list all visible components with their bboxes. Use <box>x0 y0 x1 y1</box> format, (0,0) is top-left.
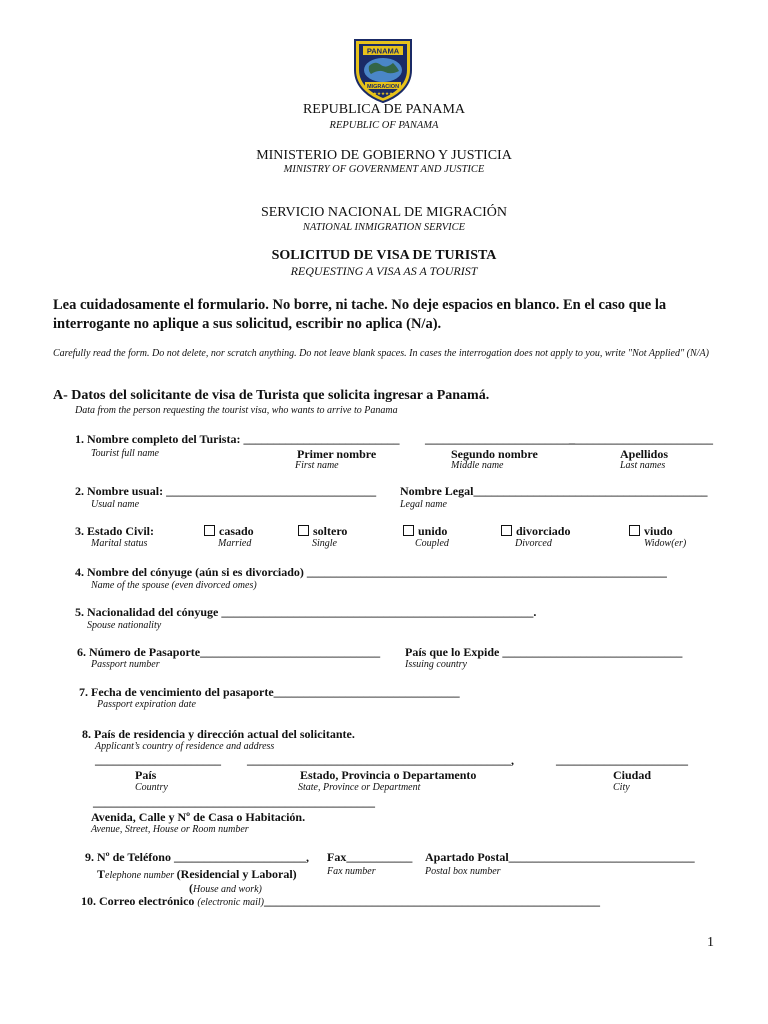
ministry-title: MINISTERIO DE GOBIERNO Y JUSTICIA <box>256 148 512 163</box>
country-label: País <box>135 768 157 782</box>
middle-name-en: Middle name <box>451 460 504 471</box>
email-line[interactable]: ________________________________________________________ <box>263 894 600 908</box>
field-7-label: 7. Fecha de vencimiento del pasaporte_______________________________ <box>79 685 460 699</box>
residence-state-line[interactable]: ____________________________________________, <box>247 753 514 767</box>
field-5-en: Spouse nationality <box>87 620 162 631</box>
republic-title: REPUBLICA DE PANAMA <box>302 102 466 117</box>
full-name-middle-line[interactable]: _________________________ <box>425 432 575 446</box>
passport-expiration-line[interactable]: _______________________________ <box>273 685 460 699</box>
migration-logo <box>349 38 417 104</box>
section-a-title: A- Datos del solicitante de visa de Turista que solicita ingresar a Panamá. <box>53 388 490 403</box>
field-6-label: 6. Número de Pasaporte______________________________ <box>77 645 381 659</box>
city-label: Ciudad <box>613 768 652 782</box>
instructions-en: Carefully read the form. Do not delete, nor scratch anything. Do not leave blank spaces. In cases the interrogation does not apply to you, write "Not Applied" (N/A) <box>53 348 709 359</box>
residence-work-label: (Residencial y Laboral) <box>176 867 297 881</box>
section-a-subtitle: Data from the person requesting the tourist visa, who wants to arrive to Panama <box>75 405 398 416</box>
issuing-country-en: Issuing country <box>405 659 467 670</box>
field-2-label: 2. Nombre usual: ___________________________________ <box>75 484 377 498</box>
first-name-label: Primer nombre <box>297 447 377 461</box>
logo-top-text: PANAMA <box>366 46 400 56</box>
option-divorced-en: Divorced <box>515 538 552 549</box>
service-subtitle: NATIONAL INMIGRATION SERVICE <box>302 222 466 233</box>
field-9-label: 9. Nº de Teléfono ______________________, <box>85 850 309 864</box>
field-1-en: Tourist full name <box>91 448 159 459</box>
residence-city-line[interactable]: ______________________ <box>556 753 688 767</box>
po-box-en: Postal box number <box>425 866 501 877</box>
field-2-en: Usual name <box>91 499 140 510</box>
widow-checkbox[interactable] <box>629 525 640 536</box>
option-married[interactable]: casado <box>204 524 254 539</box>
form-title: SOLICITUD DE VISA DE TURISTA <box>271 248 497 263</box>
logo-bottom-text: MIGRACION <box>366 83 400 90</box>
page-number: 1 <box>707 935 714 950</box>
country-en: Country <box>135 782 168 793</box>
state-en: State, Province or Department <box>298 782 421 793</box>
street-en: Avenue, Street, House or Room number <box>91 824 249 835</box>
legal-name-label: Nombre Legal_______________________________________ <box>400 484 708 498</box>
field-5-label: 5. Nacionalidad del cónyuge ____________________________________________________. <box>75 605 537 619</box>
full-name-last-line[interactable]: ________________________ <box>569 432 713 446</box>
instructions-es: Lea cuidadosamente el formulario. No borre, ni tache. No deje espacios en blanco. En el caso que la interrogante no aplique a sus solicitud, escribir no aplica (N/a). <box>53 297 667 332</box>
fax-en: Fax number <box>327 866 376 877</box>
field-8-label: 8. País de residencia y dirección actual del solicitante. <box>82 727 355 741</box>
service-title: SERVICIO NACIONAL DE MIGRACIÓN <box>260 205 508 220</box>
field-3-en: Marital status <box>91 538 148 549</box>
passport-number-line[interactable]: ______________________________ <box>200 645 381 659</box>
street-label: Avenida, Calle y Nº de Casa o Habitación. <box>91 810 306 824</box>
married-checkbox[interactable] <box>204 525 215 536</box>
option-coupled-en: Coupled <box>415 538 449 549</box>
coupled-checkbox[interactable] <box>403 525 414 536</box>
option-divorced[interactable]: divorciado <box>501 524 570 539</box>
option-widow-en: Widow(er) <box>644 538 687 549</box>
po-box-label: Apartado Postal_______________________________ <box>425 850 695 864</box>
last-name-en: Last names <box>620 460 666 471</box>
fax-line[interactable]: ___________ <box>346 850 413 864</box>
form-subtitle: REQUESTING A VISA AS A TOURIST <box>290 264 478 278</box>
field-8-en: Applicant’s country of residence and address <box>95 741 275 752</box>
field-4-en: Name of the spouse (even divorced omes) <box>91 580 257 591</box>
issuing-country-label: País que lo Expide ______________________________ <box>405 645 683 659</box>
residence-country-line[interactable]: _____________________ <box>95 753 221 767</box>
po-box-line[interactable]: _______________________________ <box>508 850 695 864</box>
field-10-label: 10. Correo electrónico (electronic mail)________________________________________________________ <box>81 894 600 908</box>
state-label: Estado, Provincia o Departamento <box>300 768 477 782</box>
field-3-label: 3. Estado Civil: <box>75 524 155 538</box>
full-name-first-line[interactable]: __________________________ <box>243 432 400 446</box>
field-7-en: Passport expiration date <box>97 699 196 710</box>
field-9-en: Telephone number (Residencial y Laboral) <box>97 867 297 881</box>
fax-label: Fax___________ <box>327 850 413 864</box>
first-name-en: First name <box>295 460 339 471</box>
option-widow[interactable]: viudo <box>629 524 673 539</box>
city-en: City <box>613 782 630 793</box>
telephone-line[interactable]: ______________________, <box>173 850 309 864</box>
spouse-nationality-line[interactable]: ____________________________________________________. <box>221 605 537 619</box>
issuing-country-line[interactable]: ______________________________ <box>502 645 683 659</box>
spouse-name-line[interactable]: ____________________________________________________________ <box>306 565 667 579</box>
house-work-en: (House and work) <box>189 881 262 895</box>
divorced-checkbox[interactable] <box>501 525 512 536</box>
last-name-label: Apellidos <box>620 447 669 461</box>
street-address-line[interactable]: _______________________________________________ <box>93 795 375 809</box>
option-single-en: Single <box>312 538 337 549</box>
single-checkbox[interactable] <box>298 525 309 536</box>
option-single[interactable]: soltero <box>298 524 347 539</box>
republic-subtitle: REPUBLIC OF PANAMA <box>329 120 439 131</box>
logo-stars: ★★★★★ <box>372 92 394 97</box>
middle-name-label: Segundo nombre <box>451 447 538 461</box>
legal-name-en: Legal name <box>400 499 447 510</box>
option-married-en: Married <box>218 538 252 549</box>
field-4-label: 4. Nombre del cónyuge (aún si es divorciado) ____________________________________________________________ <box>75 565 667 579</box>
legal-name-line[interactable]: _______________________________________ <box>473 484 708 498</box>
field-6-en: Passport number <box>91 659 160 670</box>
option-coupled[interactable]: unido <box>403 524 447 539</box>
usual-name-line[interactable]: ___________________________________ <box>166 484 377 498</box>
field-1-label: 1. Nombre completo del Turista: __________________________ <box>75 432 400 446</box>
ministry-subtitle: MINISTRY OF GOVERNMENT AND JUSTICE <box>283 164 485 175</box>
